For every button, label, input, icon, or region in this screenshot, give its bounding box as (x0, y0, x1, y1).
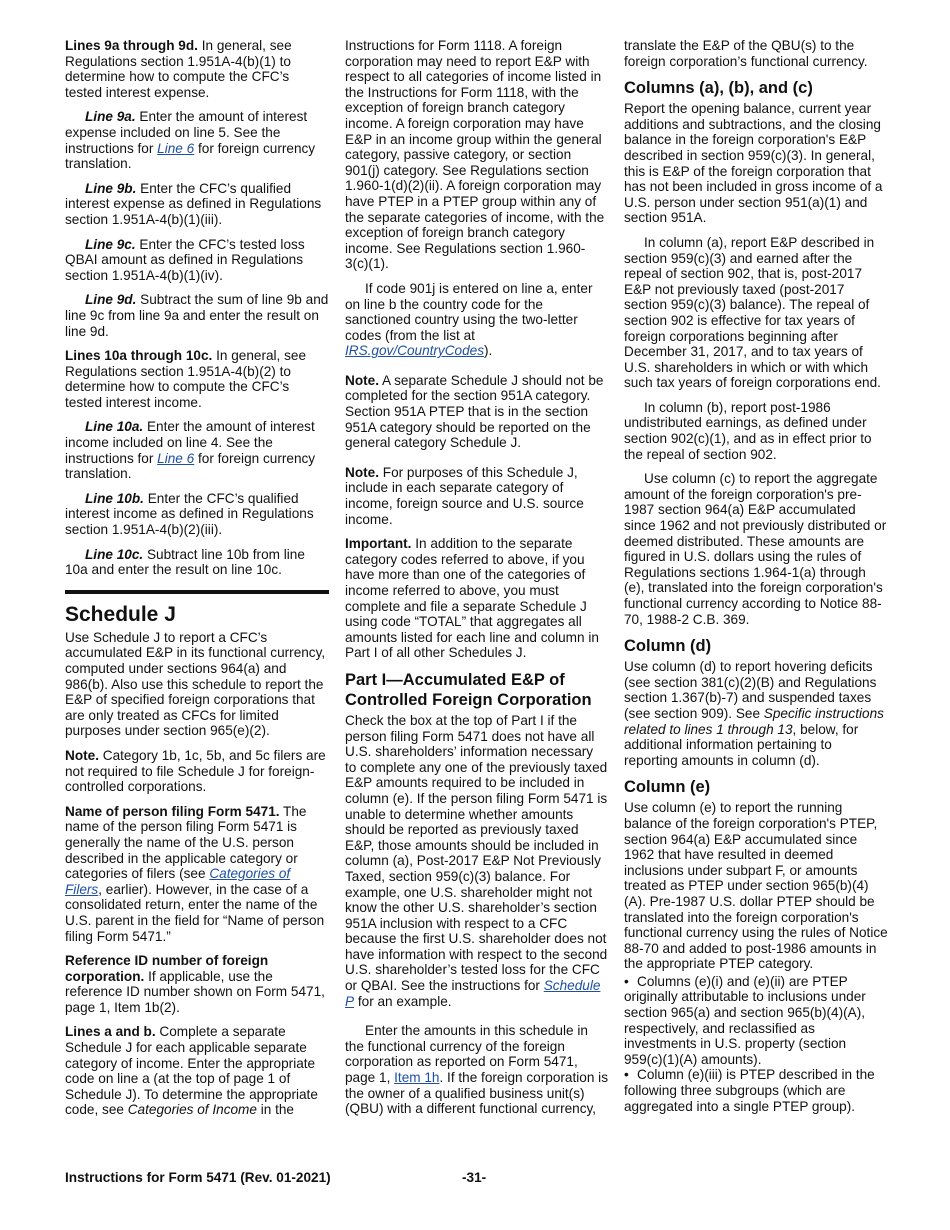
reference-id-paragraph: Reference ID number of foreign corporation. If applicable, use the reference ID number shown on Form 5471, page 1, Item 1b(2). (65, 953, 325, 1015)
column-e-heading: Column (e) (624, 778, 711, 797)
note-951a-paragraph: Note. A separate Schedule J should not be completed for the section 951A category. Section 951A PTEP that is in the section 951A category should be reported on the general category Schedule J. (345, 372, 604, 451)
column-e-paragraph: Use column (e) to report the running balance of the foreign corporation's PTEP, section 964(a) E&P accumulated since 1962 that have resulted in deemed inclusions under subpart F, or amounts treated as PTEP under section 965(b)(4)(A). Pre-1987 U.S. dollar PTEP should be translated into the foreign corporation's functional currency using the rules of Notice 88-70 and added to post-1986 amounts in the appropriate PTEP category. (624, 800, 888, 972)
column-a-paragraph: In column (a), report E&P described in section 959(c)(3) and earned after the repeal of section 902, that is, post-2017 E&P not previously taxed (post-2017 section 959(c)(3) balance). The repeal of section 902 is effective for tax years of foreign corporations beginning after December 31, 2017, and to tax years of U.S. shareholders in which or with which such tax years of foreign corporations end. (624, 234, 881, 391)
code-901j-paragraph: If code 901j is entered on line a, enter on line b the country code for the sanctioned country using the two-letter codes (from the list at IRS.gov/CountryCodes). (345, 280, 593, 359)
note-source-income-paragraph: Note. For purposes of this Schedule J, include in each separate category of income, foreign source and U.S. source income. (345, 464, 584, 527)
column-d-paragraph: Use column (d) to report hovering deficits (see section 381(c)(2)(B) and Regulations section 1.367(b)-7) and suspended taxes (see section 909). See Specific instructions related to lines 1 through 13, below, for additional information pertaining to reporting amounts in column (d). (624, 659, 884, 768)
lines-10a-10c-paragraph: Lines 10a through 10c. In general, see Regulations section 1.951A-4(b)(2) to determine how to compute the CFC’s tested interest income. (65, 348, 307, 410)
line-9d-paragraph: Line 9d. Subtract the sum of line 9b and line 9c from line 9a and enter the result on line 9d. (65, 292, 329, 339)
line-9b-paragraph: Line 9b. Enter the CFC’s qualified interest expense as defined in Regulations section 1.951A-4(b)(1)(iii). (65, 180, 322, 227)
part-i-checkbox-paragraph: Check the box at the top of Part I if the person filing Form 5471 does not have all U.S. shareholders’ information necessary to complete any one of the previously taxed E&P amounts required to be included in column (e). If the person filing Form 5471 is unable to determine whether amounts should be reported as previously taxed E&P, those amounts should be included in column (a), Post-2017 E&P Not Previously Taxed, section 959(c)(3) balance. For example, one U.S. shareholder might not know the other U.S. shareholder’s section 951A inclusion with respect to a CFC because the first U.S. shareholder does not have information with respect to the second U.S. shareholder’s tested loss for the CFC or QBAI. See the instructions for Schedule P for an example. (345, 712, 608, 1009)
column-1 (65, 38, 329, 1127)
columns-a-b-c-paragraph: Report the opening balance, current year additions and subtractions, and the closing balance in the foreign corporation's E&P described in section 959(c)(3). In general, this is E&P of the foreign corporation that has not been included in gross income of a U.S. person under section 951(a)(1) and section 951A. (624, 101, 883, 226)
important-paragraph: Important. In addition to the separate category codes referred to above, if you have more than one of the categories of income referred to above, you must complete and file a separate Schedule J using code “TOTAL” that aggregates all amounts listed for each line and column in Part I of all other Schedules J. (345, 536, 599, 661)
part-i-heading: Part I—Accumulated E&P of Controlled Foreign Corporation (345, 670, 592, 709)
column-b-paragraph: In column (b), report post-1986 undistributed earnings, as defined under section 902(c)(1), and as in effect prior to the repeal of section 902. (624, 399, 872, 462)
line-6-link[interactable]: Line 6 (157, 450, 195, 466)
note-paragraph: Note. Category 1b, 1c, 5b, and 5c filers are not required to file Schedule J for foreign-controlled corporations. (65, 747, 326, 795)
column-3 (624, 38, 888, 1114)
line-10c-paragraph: Line 10c. Subtract line 10b from line 10a and enter the result on line 10c. (65, 546, 305, 578)
functional-currency-paragraph: Enter the amounts in this schedule in the functional currency of the foreign corporation as reported on Form 5471, page 1, Item 1h. If the foreign corporation is the owner of a qualified business unit(s) (QBU) with a different functional currency, (345, 1023, 608, 1117)
section-divider (65, 590, 329, 594)
bullet-icon: • (624, 973, 629, 989)
categories-of-filers-link[interactable]: Categories of Filers (65, 866, 291, 897)
form-1118-paragraph: Instructions for Form 1118. A foreign corporation may need to report E&P with respect to all categories of income listed in the Instructions for Form 1118, with the exception of foreign branch category income. A foreign corporation may have E&P in an income group within the general category, passive category, or section 901(j) category. See Regulations section 1.960-1(d)(2)(ii). A foreign corporation may have PTEP in a PTEP group within any of the separate categories of income, with the exception of foreign branch category income. See Regulations section 1.960-3(c)(1). (345, 38, 605, 272)
line-10a-paragraph: Line 10a. Enter the amount of interest income included on line 4. See the instructions for Line 6 for foreign currency translation. (65, 419, 316, 482)
schedule-j-intro: Use Schedule J to report a CFC’s accumulated E&P in its functional currency, computed under sections 964(a) and 986(b). Also use this schedule to report the E&P of specified foreign corporations that are only treated as CFCs for limited purposes under section 965(e)(2). (65, 629, 326, 739)
page-footer (65, 1170, 888, 1190)
schedule-j-heading: Schedule J (65, 602, 176, 626)
column-2 (345, 38, 608, 1126)
qbu-translation-paragraph: translate the E&P of the QBU(s) to the foreign corporation’s functional currency. (624, 38, 868, 69)
line-6-link[interactable]: Line 6 (157, 140, 195, 156)
bullet-icon: • (624, 1067, 629, 1083)
line-10b-paragraph: Line 10b. Enter the CFC’s qualified interest income as defined in Regulations section 1.951A-4(b)(2)(iii). (65, 490, 314, 538)
page-number: -31- (462, 1170, 487, 1185)
schedule-p-link[interactable]: Schedule P (345, 978, 601, 1009)
line-9c-paragraph: Line 9c. Enter the CFC’s tested loss QBAI amount as defined in Regulations section 1.951A-4(b)(1)(iv). (65, 236, 305, 283)
column-d-heading: Column (d) (624, 637, 712, 656)
bullet-item: • Column (e)(iii) is PTEP described in the following three subgroups (which are aggregated into a single PTEP group). (624, 1067, 875, 1114)
lines-a-b-paragraph: Lines a and b. Complete a separate Schedule J for each applicable separate category of income. Enter the appropriate code on line a (at the top of page 1 of Schedule J). To determine the appropriate code, see Categories of Income in the (65, 1024, 318, 1118)
lines-9a-9d-paragraph: Lines 9a through 9d. In general, see Regulations section 1.951A-4(b)(1) to determine how to compute the CFC’s tested interest expense. (65, 38, 292, 100)
line-9a-paragraph: Line 9a. Enter the amount of interest expense included on line 5. See the instructions for Line 6 for foreign currency translation. (65, 109, 316, 172)
name-of-person-paragraph: Name of person filing Form 5471. The name of the person filing Form 5471 is generally the name of the U.S. person described in the applicable category or categories of filers (see Categories of Filers, earlier). However, in the case of a consolidated return, enter the name of the U.S. parent in the field for “Name of person filing Form 5471.” (65, 803, 325, 944)
form-title-footer: Instructions for Form 5471 (Rev. 01-2021) (65, 1170, 331, 1185)
column-c-paragraph: Use column (c) to report the aggregate amount of the foreign corporation's pre-1987 section 964(a) E&P accumulated since 1962 and not previously distributed or deemed distributed. These amounts are figured in U.S. dollars using the rules of Regulations sections 1.964-1(a) through (e), translated into the foreign corporation's functional currency according to Notice 88-70, 1988-2 C.B. 369. (624, 471, 887, 627)
bullet-item: • Columns (e)(i) and (e)(ii) are PTEP originally attributable to inclusions under section 965(a) and section 965(b)(4)(A), respectively, and reclassified as investments in U.S. property (section 959(c)(1)(A) amounts). (624, 973, 866, 1067)
country-codes-link[interactable]: IRS.gov/CountryCodes (345, 343, 485, 359)
item-1h-link[interactable]: Item 1h (394, 1070, 440, 1086)
columns-a-b-c-heading: Columns (a), (b), and (c) (624, 79, 813, 98)
